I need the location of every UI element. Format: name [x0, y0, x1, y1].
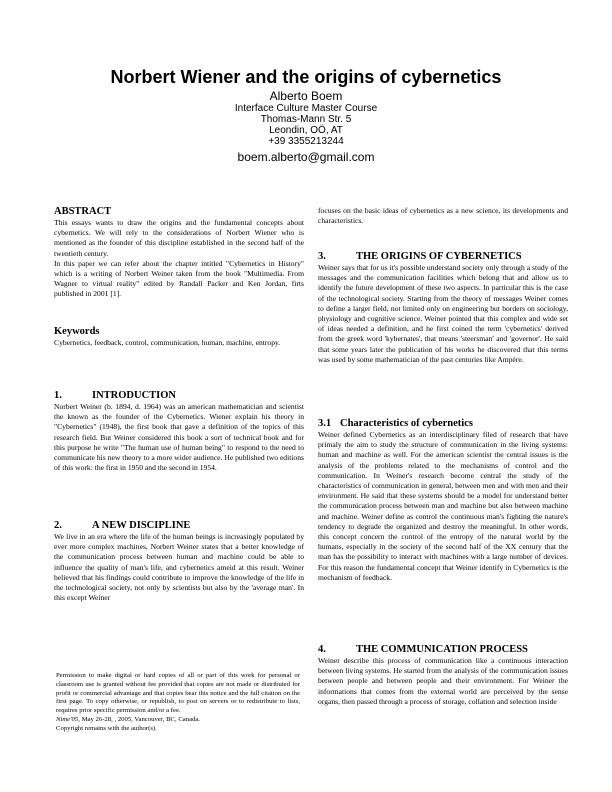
- abstract-heading: ABSTRACT: [54, 206, 112, 217]
- new-discipline-continued-text: focuses on the basic ideas of cybernetics as a new science, its developments and characteristics.: [318, 206, 568, 226]
- communication-text: Weiner describe this process of communication like a continuous interaction between living systems. He started from the analysis of the communication issues between people and between people and their environment. For Weiner the informations that comes from the external world are perceived by the sense organs, then passed through a process of storage, collation and selection inside: [318, 656, 568, 706]
- abstract-paragraph-1: This essays wants to draw the origins and the fundamental concepts about cybernetics. We will rely to the considerations of Norbert Wiener who is mentioned as the founder of this discipline established in the second half of the twentieth century.: [54, 218, 304, 258]
- origins-text: Weiner says that for us it's possible understand society only through a study of the messages and the communication facilities which belong that and allow us to identify the future development of these two aspects. In particular this is the case of the technological society. Starting from the theory of messages Weiner comes to define a larger field, not limited only on engineering but borders on sociology, physiology and cognitive science. Weiner pointed that this complex and wide set of ideas needed a definition, and he first coined the term 'cybernetics' derived from the greek word 'kybernates', that means 'steersman' and 'governor'. He said that some years later the publication of his works he discovered that this terms was used by some mathematician of the past centuries like Ampère.: [318, 263, 568, 364]
- author-email[interactable]: boem.alberto@gmail.com: [237, 150, 375, 164]
- subsection-title: Characteristics of cybernetics: [340, 418, 473, 429]
- permission-notice: [56, 672, 300, 734]
- author-block: [0, 90, 612, 164]
- section-title: A NEW DISCIPLINE: [92, 520, 191, 531]
- introduction-text: Norbert Weiner (b. 1894, d. 1964) was an american mathematician and scientist the known as the founder of the Cybernetics. Wiener explain his theory in "Cybernetics" (1948), the first book that gave a definition of the topics of this research field. But Weiner considered this book a sort of technical book and for this purpose he write "The human use of human being" to respond to the need to communicate his new theory to a more wider audience. He published two editions of this work: the first in 1950 and the second in 1954.: [54, 402, 304, 473]
- section-number: 2.: [54, 520, 62, 531]
- new-discipline-heading: [54, 520, 304, 532]
- copyright-line: Copyright remains with the author(s).: [56, 724, 157, 732]
- characteristics-section: [318, 418, 568, 583]
- characteristics-text: Weiner defined Cybernetics as an interdisciplinary filed of research that have primaly the aim to study the structure of communication in the living systems: human and machine as well. For the american scientist the central issues is the analysis of the problems related to the mechanisms of control and the communication. In Weiner's research become central the study of the characteristics of communication in general, between men and with men and their environment. He said that these systems should be a model for understand better the communication process between man and machine but also between machine and machine. Weiner define as control the continuous man's fighting the nature's tendency to degrade the organized and destroy the meaningful. In other words, this concept concern the control of the entropy of the natural world by the humans, especially in the society of the second half of the XX century that the man has the possibility to interact with machines with a large number of devices. For this reason the fundamental concept that Weiner identify in Cybernetics is the mechanism of feedback.: [318, 430, 568, 582]
- new-discipline-section: [54, 520, 304, 603]
- origins-heading: [318, 251, 568, 263]
- abstract-section: [54, 206, 304, 300]
- new-discipline-continued: [318, 206, 568, 226]
- author-city: Leondin, OÖ, AT: [269, 125, 343, 136]
- venue-name: Nime'05: [56, 715, 79, 723]
- new-discipline-text: We live in an era where the life of the human beings is increasingly populated by ever more complex machines, Norbert Weiner states that a better knowledge of the communication process between human and machine could be able to influence the quality of man's life, and cybernetics ameid at this result. Weiner believed that his findings could contribute to improve the knowledge of the life in the technological society, not only by scientists but also by the 'average man'. In this except Weiner: [54, 532, 304, 603]
- section-title: INTRODUCTION: [92, 390, 177, 401]
- author-street: Thomas-Mann Str. 5: [260, 114, 352, 125]
- section-title: THE COMMUNICATION PROCESS: [356, 644, 528, 655]
- section-title: THE ORIGINS OF CYBERNETICS: [356, 251, 522, 262]
- permission-text: Permission to make digital or hard copies of all or part of this work for personal or classroom use is granted without fee provided that copies are not made or distributed for profit or commercial advantage and that copies bear this notice and the full citation on the first page. To copy otherwise, or republish, to post on servers or to redistribute to lists, requires prior specific permission and/or a fee.: [56, 672, 300, 715]
- author-phone: +39 3355213244: [268, 136, 344, 147]
- section-number: 1.: [54, 390, 62, 401]
- section-number: 4.: [318, 644, 326, 655]
- paper-title: Norbert Wiener and the origins of cybernetics: [110, 67, 502, 87]
- venue-line: [56, 716, 300, 725]
- keywords-heading: Keywords: [54, 326, 100, 337]
- introduction-heading: [54, 390, 304, 402]
- communication-section: [318, 644, 568, 707]
- keywords-section: [54, 326, 304, 348]
- keywords-text: Cybernetics, feedback, control, communication, human, machine, entropy.: [54, 338, 281, 347]
- subsection-number: 3.1: [318, 418, 332, 429]
- communication-heading: [318, 644, 568, 656]
- abstract-paragraph-2: In this paper we can refer about the chapter intitled "Cybernetics in History" which is a writing of Norbert Weiner taken from the book "Multimedia. From Wagner to virtual reality" edited by Randall Packer and Ken Jordan, firts published in 2001 [1].: [54, 258, 304, 299]
- introduction-section: [54, 390, 304, 473]
- author-name: Alberto Boem: [269, 89, 343, 103]
- characteristics-heading: [318, 418, 568, 430]
- author-affiliation: Interface Culture Master Course: [234, 103, 378, 114]
- section-number: 3.: [318, 251, 326, 262]
- origins-section: [318, 251, 568, 365]
- venue-details: , May 26-28, , 2005, Vancouver, BC, Canada.: [78, 715, 201, 723]
